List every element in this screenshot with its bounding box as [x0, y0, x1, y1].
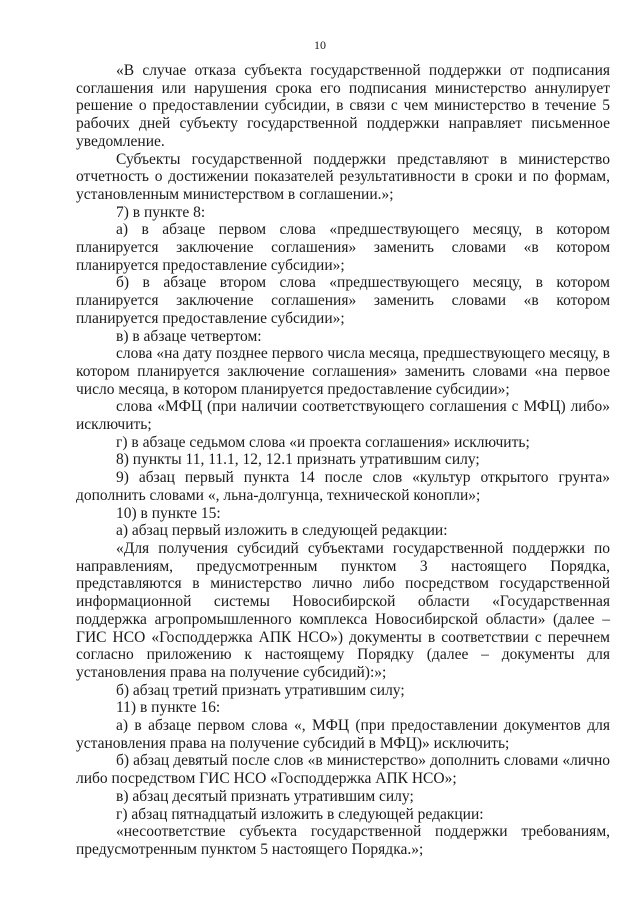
paragraph: а) абзац первый изложить в следующей редакции:: [116, 522, 448, 540]
paragraph: б) в абзаце втором слова «предшествующего месяцу, в котором планируется заключение соглашения» заменить словами «в котором планируется предоставление субсидии»;: [76, 274, 610, 327]
paragraph: г) абзац пятнадцатый изложить в следующей редакции:: [116, 805, 484, 823]
paragraph: 11) в пункте 16:: [116, 699, 221, 717]
paragraph: «несоответствие субъекта государственной поддержки требованиям, предусмотренным пунктом 5 настоящего Порядка.»;: [76, 823, 610, 858]
paragraph: «В случае отказа субъекта государственной поддержки от подписания соглашения или нарушения срока его подписания министерство аннулирует решение о предоставлении субсидии, в связи с чем министерство в течение 5 рабочих дней субъекту государственной поддержки направляет письменное уведомление.: [76, 62, 610, 150]
paragraph: Субъекты государственной поддержки представляют в министерство отчетность о достижении показателей результативности в сроки и по формам, установленным министерством в соглашении.»;: [76, 150, 610, 203]
paragraph: слова «МФЦ (при наличии соответствующего соглашения с МФЦ) либо» исключить;: [76, 398, 610, 434]
paragraph: в) в абзаце четвертом:: [116, 327, 262, 345]
paragraph: а) в абзаце первом слова «предшествующего месяцу, в котором планируется заключение соглашения» заменить словами «в котором планируется предоставление субсидии»;: [76, 221, 610, 274]
paragraph: а) в абзаце первом слова «, МФЦ (при предоставлении документов для установления права на получение субсидий в МФЦ)» исключить;: [76, 717, 610, 752]
paragraph: слова «на дату позднее первого числа месяца, предшествующего месяцу, в котором планируется заключение соглашения» заменить словами «на первое число месяца, в котором планируется предоставление субсидии»;: [76, 345, 610, 398]
paragraph: б) абзац третий признать утратившим силу;: [116, 681, 405, 699]
paragraph: «Для получения субсидий субъектами государственной поддержки по направлениям, предусмотренным пунктом 3 настоящего Порядка, представляются в министерство лично либо посредством государственной информационной системы Новосибирской области «Государственная поддержка агропромышленного комплекса Новосибирской области» (далее – ГИС НСО «Господдержка АПК НСО») документы в соответствии с перечнем согласно приложению к настоящему Порядку (далее – документы для установления права на получение субсидий):»;: [76, 539, 610, 681]
paragraph: 10) в пункте 15:: [116, 504, 221, 522]
page-number: 10: [314, 38, 326, 52]
document-body: [76, 62, 610, 859]
paragraph: б) абзац девятый после слов «в министерство» дополнить словами «лично либо посредством ГИС НСО «Господдержка АПК НСО»;: [76, 752, 610, 788]
paragraph: 9) абзац первый пункта 14 после слов «культур открытого грунта» дополнить словами «, льна-долгунца, технической конопли»;: [76, 469, 610, 504]
paragraph: в) абзац десятый признать утратившим силу;: [116, 787, 414, 805]
paragraph: 8) пункты 11, 11.1, 12, 12.1 признать утратившим силу;: [116, 451, 480, 469]
paragraph: г) в абзаце седьмом слова «и проекта соглашения» исключить;: [116, 433, 530, 451]
paragraph: 7) в пункте 8:: [116, 203, 206, 221]
